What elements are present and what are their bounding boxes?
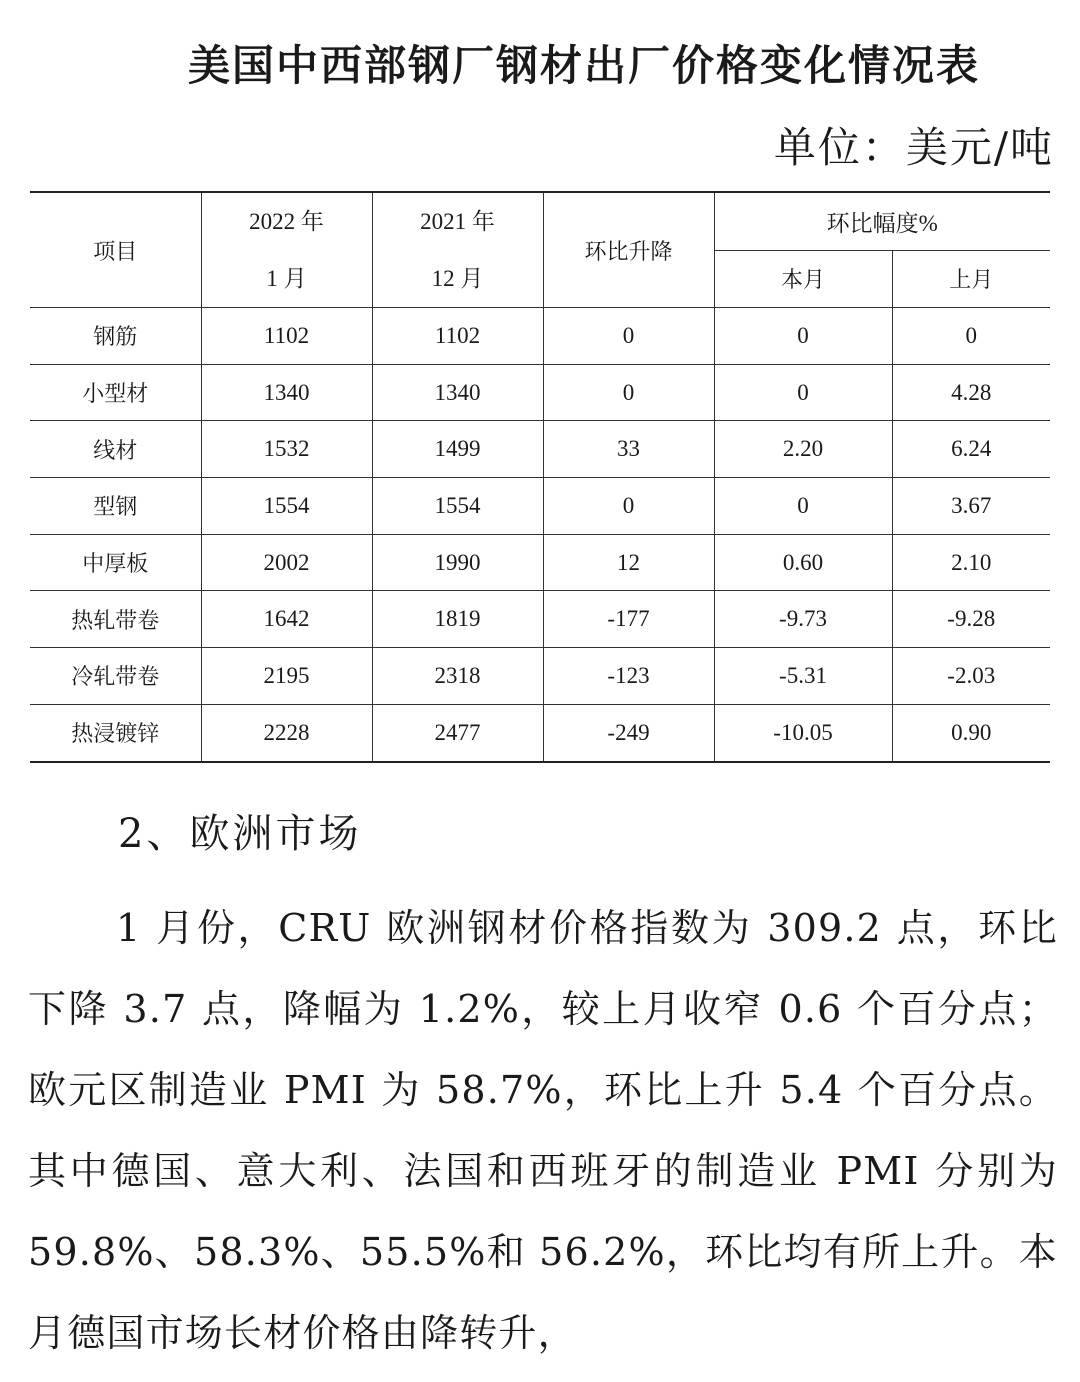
row-pct-last: -9.28 bbox=[892, 591, 1050, 648]
header-jan-2022-year: 2022 年 bbox=[249, 209, 324, 234]
header-pct-group: 环比幅度% bbox=[714, 192, 1050, 250]
row-item: 热轧带卷 bbox=[30, 591, 201, 648]
row-change: 0 bbox=[543, 308, 714, 365]
row-jan2022: 2195 bbox=[201, 648, 372, 705]
header-jan-2022-month: 1 月 bbox=[266, 266, 307, 291]
row-item: 热浸镀锌 bbox=[30, 704, 201, 761]
row-pct-this: -5.31 bbox=[714, 648, 892, 705]
row-pct-last: 0 bbox=[892, 308, 1050, 365]
row-jan2022: 1532 bbox=[201, 421, 372, 478]
header-dec-2021-month: 12 月 bbox=[431, 266, 484, 291]
table-row bbox=[30, 704, 1050, 761]
header-row bbox=[30, 192, 1050, 250]
row-item: 线材 bbox=[30, 421, 201, 478]
table-row bbox=[30, 421, 1050, 478]
row-change: 0 bbox=[543, 478, 714, 535]
row-jan2022: 2002 bbox=[201, 534, 372, 591]
row-pct-this: -9.73 bbox=[714, 591, 892, 648]
unit-label: 单位：美元/吨 bbox=[773, 123, 1054, 172]
header-dec-2021 bbox=[372, 192, 543, 308]
row-change: 33 bbox=[543, 421, 714, 478]
row-pct-this: -10.05 bbox=[714, 704, 892, 761]
row-jan2022: 1102 bbox=[201, 308, 372, 365]
row-dec2021: 1340 bbox=[372, 364, 543, 421]
row-item: 钢筋 bbox=[30, 308, 201, 365]
table-title: 美国中西部钢厂钢材出厂价格变化情况表 bbox=[187, 41, 980, 90]
row-dec2021: 1990 bbox=[372, 534, 543, 591]
row-item: 小型材 bbox=[30, 364, 201, 421]
row-item: 型钢 bbox=[30, 478, 201, 535]
row-pct-last: 0.90 bbox=[892, 704, 1050, 761]
row-jan2022: 1642 bbox=[201, 591, 372, 648]
row-jan2022: 2228 bbox=[201, 704, 372, 761]
section-heading: 2、欧洲市场 bbox=[118, 811, 362, 857]
row-change: -177 bbox=[543, 591, 714, 648]
row-dec2021: 1102 bbox=[372, 308, 543, 365]
row-change: -249 bbox=[543, 704, 714, 761]
row-jan2022: 1340 bbox=[201, 364, 372, 421]
table-row bbox=[30, 648, 1050, 705]
row-change: -123 bbox=[543, 648, 714, 705]
price-table bbox=[30, 191, 1050, 763]
row-dec2021: 2477 bbox=[372, 704, 543, 761]
row-change: 0 bbox=[543, 364, 714, 421]
row-pct-this: 0.60 bbox=[714, 534, 892, 591]
row-item: 冷轧带卷 bbox=[30, 648, 201, 705]
table-row bbox=[30, 591, 1050, 648]
row-pct-this: 0 bbox=[714, 308, 892, 365]
row-pct-last: -2.03 bbox=[892, 648, 1050, 705]
body-paragraph: 1 月份，CRU 欧洲钢材价格指数为 309.2 点，环比下降 3.7 点，降幅为 1.2%，较上月收窄 0.6 个百分点；欧元区制造业 PMI 为 58.7%，环比上升 5.4 个百分点。其中德国、意大利、法国和西班牙的制造业 PMI 分别为 59.8%、58.3%、55.5%和 56.2%，环比均有所上升。本月德国市场长材价格由降转升， bbox=[28, 906, 1058, 1355]
table-row bbox=[30, 364, 1050, 421]
row-pct-last: 3.67 bbox=[892, 478, 1050, 535]
row-change: 12 bbox=[543, 534, 714, 591]
header-pct-last-month: 上月 bbox=[892, 250, 1050, 308]
table-row bbox=[30, 534, 1050, 591]
row-pct-last: 6.24 bbox=[892, 421, 1050, 478]
table-row bbox=[30, 308, 1050, 365]
header-jan-2022 bbox=[201, 192, 372, 308]
row-pct-last: 2.10 bbox=[892, 534, 1050, 591]
row-dec2021: 1554 bbox=[372, 478, 543, 535]
header-item: 项目 bbox=[30, 192, 201, 308]
row-dec2021: 1499 bbox=[372, 421, 543, 478]
header-dec-2021-year: 2021 年 bbox=[420, 209, 495, 234]
header-pct-this-month: 本月 bbox=[714, 250, 892, 308]
row-jan2022: 1554 bbox=[201, 478, 372, 535]
row-dec2021: 2318 bbox=[372, 648, 543, 705]
row-dec2021: 1819 bbox=[372, 591, 543, 648]
table-row bbox=[30, 478, 1050, 535]
row-item: 中厚板 bbox=[30, 534, 201, 591]
row-pct-this: 2.20 bbox=[714, 421, 892, 478]
row-pct-this: 0 bbox=[714, 364, 892, 421]
row-pct-last: 4.28 bbox=[892, 364, 1050, 421]
header-change: 环比升降 bbox=[543, 192, 714, 308]
row-pct-this: 0 bbox=[714, 478, 892, 535]
